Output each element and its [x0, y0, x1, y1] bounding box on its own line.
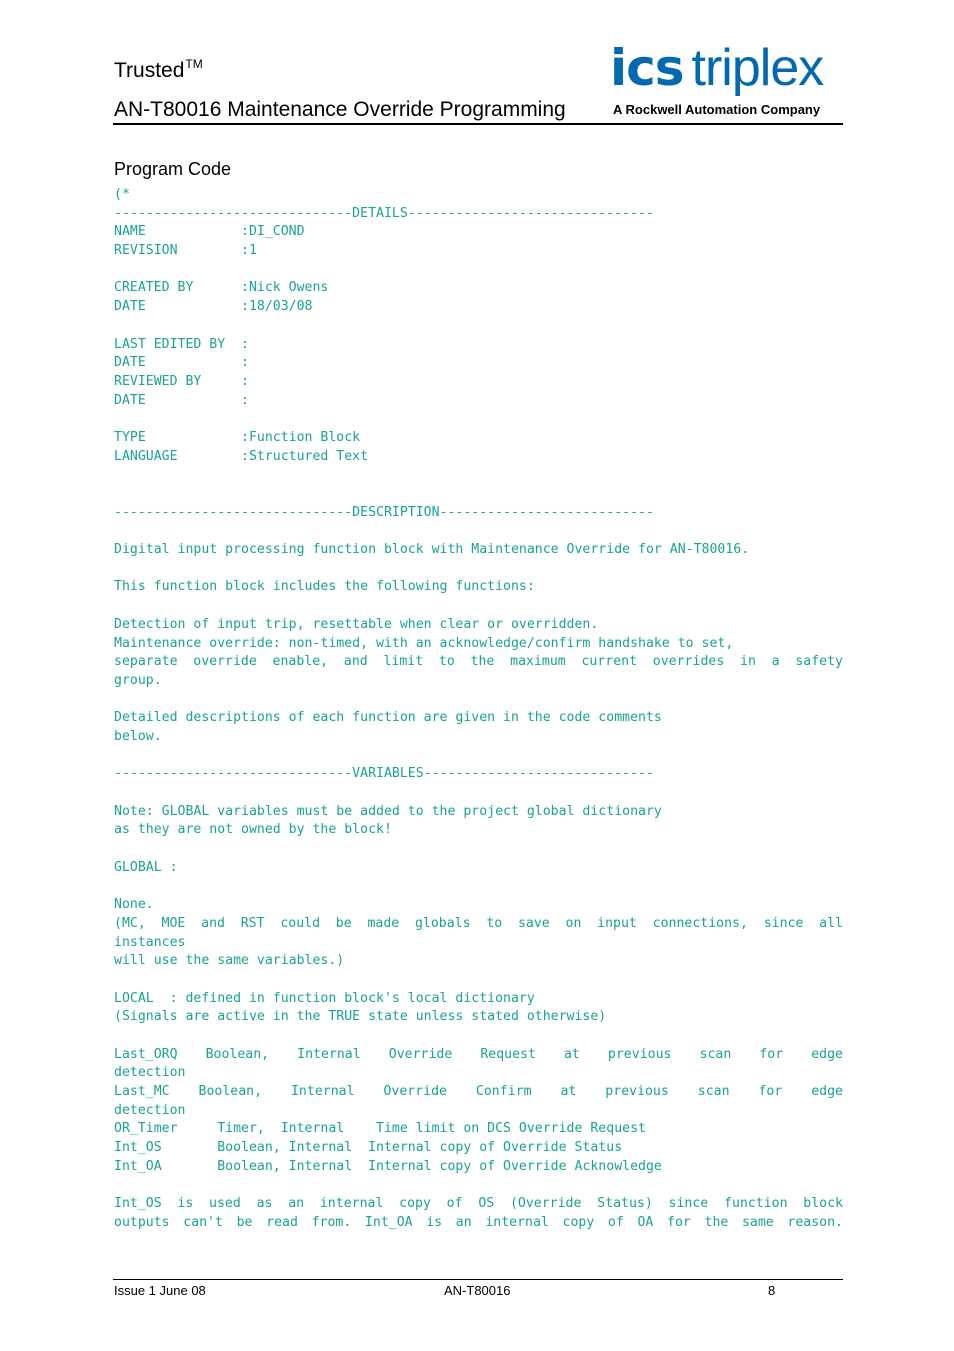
logo-tagline-brand: Rockwell Automation: [625, 102, 758, 117]
trademark-mark: TM: [185, 57, 203, 71]
code-line: group.: [114, 672, 162, 688]
code-line: This function block includes the following functions:: [114, 579, 535, 595]
code-line: [114, 877, 843, 896]
code-line: DATE :18/03/08: [114, 299, 313, 315]
code-line: Detection of input trip, resettable when clear or overridden.: [114, 616, 599, 632]
code-line: LAST EDITED BY :: [114, 336, 249, 352]
code-line: Digital input processing function block with Maintenance Override for AN-T80016.: [114, 542, 750, 558]
code-line: [114, 522, 843, 541]
code-line: Last_MC Boolean, Internal Override Confirm at previous scan for edge: [114, 1084, 843, 1099]
code-line: outputs can't be read from. Int_OA is an internal copy of OA for the same reason.: [114, 1214, 843, 1230]
code-line: LOCAL : defined in function block's local dictionary: [114, 990, 535, 1006]
code-line: LANGUAGE :Structured Text: [114, 448, 369, 464]
code-line: DATE :: [114, 392, 249, 408]
footer-page-number: 8: [768, 1283, 776, 1298]
code-line: Int_OS is used as an internal copy of OS (Override Status) since function block: [114, 1196, 843, 1212]
logo-tagline-suffix: Company: [760, 102, 821, 117]
code-line: (*: [114, 187, 130, 202]
code-line: [114, 747, 843, 766]
code-line: detection: [114, 1065, 186, 1081]
code-line: [114, 597, 843, 616]
header-divider: [113, 123, 843, 125]
code-line: [114, 784, 843, 803]
code-line: [114, 410, 843, 429]
product-name: [114, 50, 203, 85]
code-line: [114, 840, 843, 859]
code-line: NAME :DI_COND: [114, 224, 305, 240]
document-title: AN-T80016 Maintenance Override Programming: [114, 98, 566, 121]
program-code-block: [114, 186, 843, 1233]
code-line: None.: [114, 897, 154, 913]
logo-ics-text: ics: [610, 39, 684, 97]
code-line: Maintenance override: non-timed, with an acknowledge/confirm handshake to set,: [114, 635, 734, 651]
code-line: [114, 560, 843, 579]
footer-issue: Issue 1 June 08: [114, 1283, 206, 1298]
code-line: Int_OS Boolean, Internal Internal copy of Override Status: [114, 1140, 623, 1156]
code-line: (Signals are active in the TRUE state unless stated otherwise): [114, 1009, 607, 1025]
code-line: [114, 1176, 843, 1195]
code-line: [114, 317, 843, 336]
product-name-text: Trusted: [114, 59, 185, 82]
code-line: ------------------------------DETAILS-------------------------------: [114, 205, 654, 221]
code-line: will use the same variables.): [114, 953, 345, 969]
logo-tagline: [613, 102, 820, 118]
logo-tagline-prefix: A: [613, 102, 622, 117]
code-line: TYPE :Function Block: [114, 429, 361, 445]
code-line: as they are not owned by the block!: [114, 822, 392, 838]
code-line: [114, 466, 843, 485]
code-line: [114, 1027, 843, 1046]
ics-triplex-logo: [610, 38, 823, 98]
code-line: Last_ORQ Boolean, Internal Override Request at previous scan for edge: [114, 1046, 843, 1062]
code-line: [114, 261, 843, 280]
code-line: [114, 485, 843, 504]
code-line: REVISION :1: [114, 243, 257, 259]
footer-document-id: AN-T80016: [444, 1283, 511, 1298]
code-line: ------------------------------DESCRIPTION---------------------------: [114, 504, 654, 520]
code-line: detection: [114, 1102, 186, 1118]
code-line: ------------------------------VARIABLES-----------------------------: [114, 766, 654, 782]
code-line: (MC, MOE and RST could be made globals to save on input connections, since all: [114, 915, 843, 931]
code-line: REVIEWED BY :: [114, 373, 249, 389]
code-line: [114, 691, 843, 710]
code-line: [114, 971, 843, 990]
logo-triplex-text: triplex: [691, 39, 824, 97]
code-line: separate override enable, and limit to the maximum current overrides in a safety: [114, 654, 843, 670]
code-line: below.: [114, 728, 162, 744]
code-line: CREATED BY :Nick Owens: [114, 280, 329, 296]
code-line: OR_Timer Timer, Internal Time limit on DCS Override Request: [114, 1121, 646, 1137]
code-line: DATE :: [114, 355, 249, 371]
code-line: instances: [114, 934, 186, 950]
footer-divider: [113, 1279, 843, 1280]
code-line: Note: GLOBAL variables must be added to the project global dictionary: [114, 803, 662, 819]
code-line: Detailed descriptions of each function are given in the code comments: [114, 710, 662, 726]
section-title: Program Code: [114, 159, 232, 179]
code-line: Int_OA Boolean, Internal Internal copy of Override Acknowledge: [114, 1158, 662, 1174]
code-line: GLOBAL :: [114, 859, 178, 875]
